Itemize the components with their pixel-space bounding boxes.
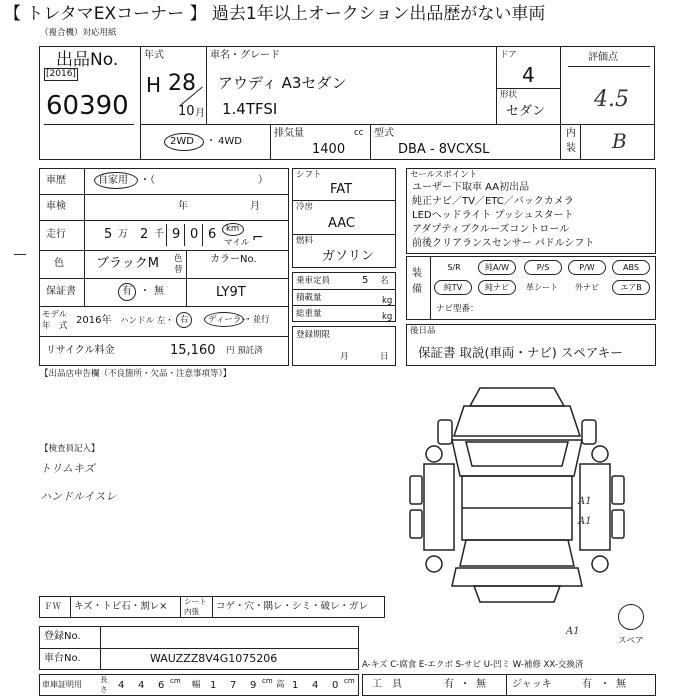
- seat-label-2: 内張: [184, 607, 199, 616]
- year-label: 年式: [144, 50, 164, 61]
- fuel-value: ガソリン: [322, 249, 375, 264]
- cert-height-label: 高: [276, 680, 285, 690]
- model-year-handle: ハンドル 左・: [120, 316, 174, 326]
- after-label: 後日品: [410, 326, 436, 336]
- cert-height-1: 1: [292, 680, 299, 691]
- recycle-unit: 円 預託済: [226, 346, 263, 356]
- cert-width-3: 9: [250, 680, 257, 691]
- damage-mark-3: A1: [566, 626, 580, 637]
- mileage-tick: ⌐: [252, 230, 264, 246]
- reg-date-label: 登録期限: [296, 330, 331, 340]
- history-close: ）: [258, 175, 268, 186]
- cert-cm-2: cm: [262, 677, 273, 685]
- tools-jack-row: [362, 674, 656, 696]
- color-change-1: 色: [174, 254, 183, 264]
- damage-legend: A-キズ C-腐食 E-エクボ S-サビ U-凹ミ W-補修 XX-交換済: [362, 660, 584, 670]
- fw-label: ＦＷ: [44, 602, 62, 612]
- load-unit: kg: [382, 296, 393, 306]
- interior-label-2: 装: [566, 143, 576, 154]
- import: ・並行: [244, 315, 270, 325]
- shape-value: セダン: [506, 104, 546, 119]
- name-label: 車名・グレード: [210, 50, 280, 61]
- equip-abs: ABS: [612, 260, 650, 275]
- year-value: 28: [168, 71, 196, 96]
- equip-leather: 革シート: [526, 283, 558, 292]
- warranty-label: 保証書: [46, 286, 76, 297]
- drive-4wd: 4WD: [218, 136, 242, 147]
- equip-pw: P/W: [568, 260, 606, 275]
- ac-value: AAC: [328, 216, 355, 231]
- score-value: 4.5: [594, 87, 629, 112]
- cert-len-l2: さ: [100, 685, 108, 694]
- shape-label: 形状: [500, 90, 518, 100]
- color-value: ブラックM: [96, 256, 159, 271]
- jack-label: ジャッキ: [512, 679, 552, 690]
- mileage-d3: 9: [172, 227, 181, 242]
- cert-len-l1: 長: [100, 675, 108, 684]
- registration-label: 登録No.: [44, 631, 81, 642]
- color-label: 色: [54, 258, 64, 269]
- chassis-value: WAUZZZ8V4G1075206: [150, 652, 278, 665]
- equipment-label-1: 装: [412, 268, 422, 279]
- warranty-sep: ・: [140, 286, 150, 297]
- seat-label-1: シート: [184, 597, 207, 606]
- spare-label: スペア: [618, 636, 644, 646]
- weight-label: 総重量: [296, 309, 322, 319]
- cert-width-2: 7: [230, 680, 237, 691]
- mileage-d4: 0: [190, 227, 199, 242]
- model-year-label-1: モデル: [42, 310, 68, 320]
- displacement-label: 排気量: [274, 128, 304, 139]
- top-info-block: [39, 46, 655, 160]
- equip-aw: 純A/W: [478, 260, 516, 275]
- lot-year-tag: [2016]: [46, 69, 76, 79]
- mileage-d1: 5: [104, 227, 113, 242]
- model-code-label: 型式: [374, 128, 394, 139]
- damage-mark-1: A1: [578, 496, 592, 507]
- car-grade: 1.4TFSI: [222, 100, 278, 118]
- doors-label: ドア: [500, 50, 517, 60]
- inspector-note-2: ハンドルイスレ: [40, 490, 117, 503]
- cert-len-2: 4: [138, 680, 145, 691]
- mileage-u1: 万: [118, 229, 128, 240]
- shift-label: シフト: [296, 170, 322, 180]
- weight-unit: kg: [382, 312, 393, 322]
- reg-date-month: 月: [340, 352, 349, 362]
- history-label: 車歴: [46, 175, 66, 186]
- equip-navi: 純ナビ: [478, 280, 516, 295]
- shift-value: FAT: [330, 182, 353, 197]
- handle-right: 右: [180, 315, 189, 325]
- tools-sep: ・: [460, 679, 470, 690]
- sales-point-line: LEDヘッドライト プッシュスタート: [412, 210, 574, 221]
- color-no-label: カラーNo.: [210, 254, 257, 265]
- damage-mark-2: A1: [578, 516, 592, 527]
- drive-2wd: 2WD: [170, 136, 194, 147]
- dealer: ディーラー: [208, 315, 250, 325]
- sub-note: （複合機）対応用紙: [40, 28, 117, 38]
- capacity-value: 5: [362, 275, 369, 286]
- cert-cm-1: cm: [170, 677, 181, 685]
- inspector-note-1: トリムキズ: [40, 462, 95, 475]
- displacement-unit: cc: [354, 128, 364, 138]
- car-model: アウディ A3セダン: [218, 74, 347, 92]
- recycle-label: リサイクル料金: [46, 345, 115, 356]
- tools-yes: 有: [444, 679, 454, 690]
- after-value: 保証書 取説(車両・ナビ) スペアキー: [418, 345, 623, 360]
- cert-width-1: 1: [210, 680, 217, 691]
- capacity-label: 乗車定員: [296, 276, 331, 286]
- equip-tv: 純TV: [434, 280, 472, 295]
- tools-no: 無: [476, 679, 486, 690]
- inspection-year: 年: [178, 201, 188, 212]
- history-dot: ・（: [140, 175, 155, 186]
- inspection-label: 車検: [46, 201, 66, 212]
- recycle-value: 15,160: [170, 343, 216, 358]
- interior-value: B: [612, 129, 627, 153]
- year-era: H: [146, 73, 162, 97]
- displacement-value: 1400: [312, 142, 346, 157]
- equipment-label-2: 備: [412, 284, 422, 295]
- cert-label: 車庫証明用: [42, 680, 82, 689]
- top-banner: [0, 0, 700, 28]
- equip-ext-navi: 外ナビ: [575, 283, 599, 292]
- jack-no: 無: [616, 679, 626, 690]
- inspection-month: 月: [250, 201, 260, 212]
- year-month: 10: [178, 104, 195, 119]
- chassis-label: 車台No.: [44, 653, 81, 664]
- navi-model: ナビ型番：: [436, 304, 479, 314]
- cert-height-2: 4: [312, 680, 319, 691]
- cert-cm-3: cm: [344, 677, 355, 685]
- history-value: 自家用: [98, 175, 128, 186]
- interior-label-1: 内: [566, 128, 576, 139]
- model-year-label-2: 年 式: [42, 321, 68, 331]
- mileage-u2: 千: [154, 229, 164, 240]
- load-label: 積載量: [296, 293, 322, 303]
- equip-sr: S/R: [447, 263, 461, 272]
- fuel-label: 燃料: [296, 236, 314, 246]
- capacity-unit: 名: [380, 276, 389, 286]
- banner-text: 【 トレタマEXコーナー 】 過去1年以上オークション出品歴がない車両: [4, 4, 546, 24]
- cert-len-3: 6: [158, 680, 165, 691]
- model-code-value: DBA - 8VCXSL: [398, 142, 490, 157]
- mileage-d2: 2: [140, 227, 149, 242]
- sales-point-line: 前後クリアランスセンサー パドルシフト: [412, 238, 595, 249]
- reg-date-day: 日: [380, 352, 389, 362]
- lot-number: 60390: [46, 91, 129, 121]
- model-year-value: 2016年: [76, 315, 112, 326]
- doors-value: 4: [522, 63, 535, 87]
- color-change-2: 替: [174, 265, 183, 275]
- mileage-label: 走行: [46, 229, 66, 240]
- score-label: 評価点: [588, 52, 618, 63]
- color-no-value: LY9T: [216, 285, 246, 300]
- jack-yes: 有: [582, 679, 592, 690]
- cert-len-1: 4: [118, 680, 125, 691]
- mileage-km: km: [226, 224, 240, 234]
- ac-label: 冷房: [296, 202, 314, 212]
- sales-point-line: 純正ナビ／TV／ETC／バックカメラ: [412, 196, 574, 207]
- jack-sep: ・: [600, 679, 610, 690]
- equip-airbag: エアB: [612, 280, 650, 295]
- mileage-d5: 6: [208, 227, 217, 242]
- tools-label: 工 具: [372, 679, 402, 690]
- margin-mark: [14, 254, 26, 255]
- lot-label: 出品No.: [56, 50, 119, 70]
- seat-value: コゲ・穴・隅レ・シミ・破レ・ガレ: [216, 601, 369, 612]
- cert-height-3: 0: [332, 680, 339, 691]
- sales-point-line: アダプティブクルーズコントロール: [412, 224, 570, 235]
- inspector-label: 【検査員記入】: [40, 444, 100, 454]
- warranty-yes: 有: [122, 286, 132, 297]
- warranty-no: 無: [154, 286, 164, 297]
- drive-dot: ・: [206, 136, 216, 147]
- sales-point-line: ユーザー下取車 AA初出品: [412, 182, 530, 193]
- fw-value: キズ・トビ石・割レ×: [74, 601, 168, 612]
- sales-points-label: セールスポイント: [410, 170, 478, 180]
- car-damage-diagram: [404, 380, 630, 610]
- spare-tire-icon: [618, 604, 644, 630]
- seller-notes-label: 【出品店申告欄（不良箇所・欠品・注意事項等）】: [40, 369, 232, 379]
- equip-ps: P/S: [524, 260, 562, 275]
- cert-width-label: 幅: [192, 680, 201, 690]
- year-month-unit: 月: [195, 108, 205, 119]
- mileage-mile: マイル: [224, 238, 250, 248]
